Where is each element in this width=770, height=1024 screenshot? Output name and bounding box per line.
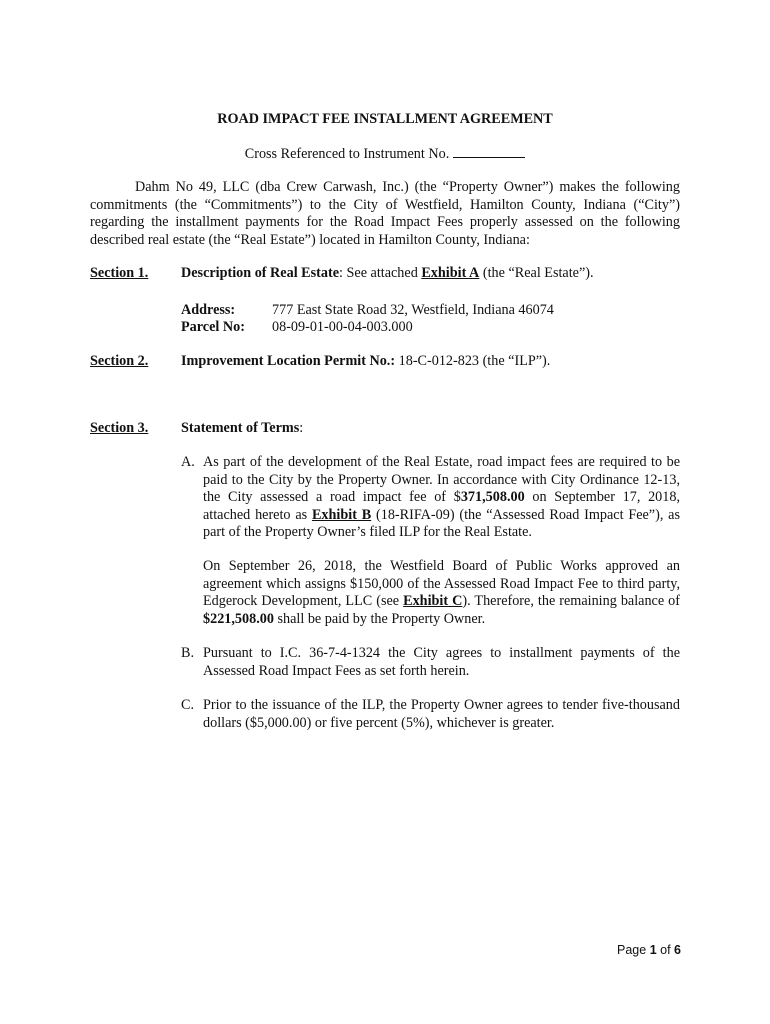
- exhibit-c-ref: Exhibit C: [403, 593, 463, 610]
- term-a-text-1: As part of the development of the Real Estate, road impact fees are required to be paid to the City by the Property Owner. In accordance with City Ordinance 12-13, the City assessed a road impact fee of $: [203, 454, 680, 506]
- section-1-text-a: : See attached: [339, 265, 422, 281]
- section-3-label: Section 3.: [90, 420, 149, 436]
- term-item-b: [181, 645, 680, 680]
- intro-paragraph: [90, 179, 680, 249]
- term-a-text-3: (18-RIFA-09) (the “Assessed Road Impact Fee”), as part of the Property Owner’s filed ILP for the Real Estate.: [203, 506, 681, 541]
- section-2-heading: Improvement Location Permit No.:: [181, 353, 396, 369]
- parcel-value: 08-09-01-00-04-003.000: [272, 319, 413, 335]
- term-a-marker: A.: [181, 454, 195, 470]
- of-word: of: [660, 943, 671, 957]
- page-word: Page: [617, 943, 647, 957]
- intro-text: Dahm No 49, LLC (dba Crew Carwash, Inc.) (the “Property Owner”) makes the following commitments (the “Commitments”) to the City of Westfield, Hamilton County, Indiana (“City”) regarding the installment payments for the Road Impact Fees properly assessed on the following described real estate (the “Real Estate”) located in Hamilton County, Indiana:: [90, 179, 680, 248]
- parcel-row: [181, 319, 413, 337]
- section-1-body: [181, 265, 681, 283]
- term-a-paragraph-2: [203, 558, 680, 628]
- exhibit-a-ref: Exhibit A: [421, 265, 480, 281]
- remaining-balance-amount: $221,508.00: [203, 610, 274, 627]
- term-b-text: Pursuant to I.C. 36-7-4-1324 the City agrees to installment payments of the Assessed Road Impact Fees as set forth herein.: [203, 645, 680, 679]
- term-a2-text-1: On September 26, 2018, the Westfield Board of Public Works approved an agreement which assigns $150,000 of the Assessed Road Impact Fee to third party, Edgerock Development, LLC (see: [203, 558, 680, 610]
- section-3-heading: Statement of Terms: [181, 420, 300, 436]
- document-title: ROAD IMPACT FEE INSTALLMENT AGREEMENT: [217, 111, 553, 127]
- parcel-label: Parcel No:: [181, 319, 245, 335]
- term-item-a: [181, 454, 680, 542]
- term-a-text-2: on September 17, 2018, attached hereto as: [203, 489, 681, 523]
- address-label: Address:: [181, 302, 236, 318]
- page-total: 6: [674, 943, 681, 957]
- term-a-text: [203, 454, 680, 542]
- address-value: 777 East State Road 32, Westfield, Indiana 46074: [272, 302, 554, 318]
- page-number-footer: [617, 943, 681, 957]
- term-c-text: Prior to the issuance of the ILP, the Property Owner agrees to tender five-thousand dollars ($5,000.00) or five percent (5%), whichever is greater.: [203, 697, 680, 731]
- page-number: 1: [649, 943, 657, 957]
- term-c-marker: C.: [181, 697, 195, 713]
- section-2-label: Section 2.: [90, 353, 149, 369]
- cross-reference-label: Cross Referenced to Instrument No.: [244, 146, 450, 162]
- assessed-fee-amount: 371,508.00: [460, 489, 525, 506]
- section-1-label: Section 1.: [90, 265, 149, 281]
- instrument-number-blank: [453, 145, 525, 158]
- term-a2-text-2: ). Therefore, the remaining balance of: [462, 593, 680, 610]
- cross-reference-line: [0, 145, 770, 163]
- section-1-heading: Description of Real Estate: [181, 265, 340, 281]
- term-a2-text-3: shall be paid by the Property Owner.: [273, 610, 486, 627]
- exhibit-b-ref: Exhibit B: [311, 506, 372, 523]
- term-b-marker: B.: [181, 645, 195, 661]
- section-2-text: 18-C-012-823 (the “ILP”).: [395, 353, 551, 369]
- section-2-body: [181, 353, 681, 371]
- section-1-text-b: (the “Real Estate”).: [479, 265, 594, 281]
- term-item-c: [181, 697, 680, 732]
- section-3-body: [181, 420, 681, 438]
- address-row: [181, 302, 554, 320]
- section-3-colon: :: [299, 420, 304, 436]
